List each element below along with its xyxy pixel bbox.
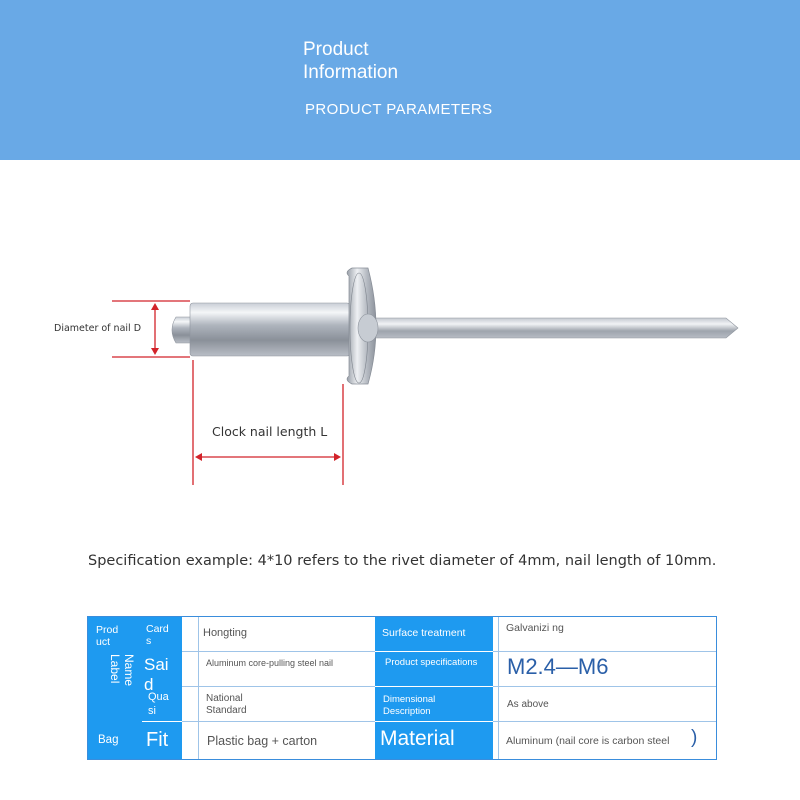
name-value: Aluminum core-pulling steel nail — [206, 658, 334, 668]
surface-label: Surface treatment — [382, 627, 466, 639]
header-banner — [0, 0, 800, 160]
mandrel-shaft — [372, 318, 738, 338]
parameters-table — [87, 616, 717, 760]
grid-line — [182, 651, 375, 652]
standard-value: National Standard — [206, 693, 247, 716]
col2-row4: Fit — [146, 729, 169, 751]
spec-value: M2.4—M6 — [507, 654, 609, 679]
mandrel-head — [172, 317, 192, 343]
col1-mid-label: Name Label — [108, 654, 136, 687]
grid-line — [375, 686, 493, 687]
surface-value: Galvanizi ng — [506, 622, 564, 634]
header-title: Product Information — [303, 39, 399, 83]
dim-value: As above — [507, 699, 549, 710]
grid-line — [182, 721, 375, 722]
header-subtitle: PRODUCT PARAMETERS — [305, 101, 493, 118]
spec-example-text: Specification example: 4*10 refers to the rivet diameter of 4mm, nail length of 10mm. — [88, 553, 717, 569]
grid-line — [498, 617, 499, 759]
material-paren: ) — [691, 727, 698, 748]
material-label: Material — [380, 727, 455, 750]
packaging-value: Plastic bag + carton — [207, 734, 318, 748]
rivet-body — [190, 303, 350, 356]
length-label: Clock nail length L — [212, 424, 328, 439]
brand-value: Hongting — [203, 627, 248, 639]
material-value: Aluminum (nail core is carbon steel — [506, 735, 670, 747]
rivet-diagram — [0, 160, 800, 540]
grid-line — [375, 651, 493, 652]
grid-line — [375, 721, 493, 722]
grid-line — [198, 617, 199, 759]
spec-label: Product specifications — [385, 657, 478, 668]
length-dimension — [193, 360, 343, 485]
grid-line — [493, 721, 716, 722]
col2-row3: Qua si — [148, 691, 169, 717]
col2-row2: Sai d — [144, 655, 169, 694]
grid-line — [493, 651, 716, 652]
col1-top-label: Prod uct — [96, 624, 119, 648]
grid-line — [493, 686, 716, 687]
dim-label: Dimensional Description — [383, 694, 436, 717]
grid-line — [142, 721, 182, 722]
diameter-label: Diameter of nail D — [54, 323, 142, 334]
grid-line — [182, 686, 375, 687]
col2-row1: Card s — [146, 623, 169, 647]
col1-bottom-label: Bag — [98, 734, 119, 746]
